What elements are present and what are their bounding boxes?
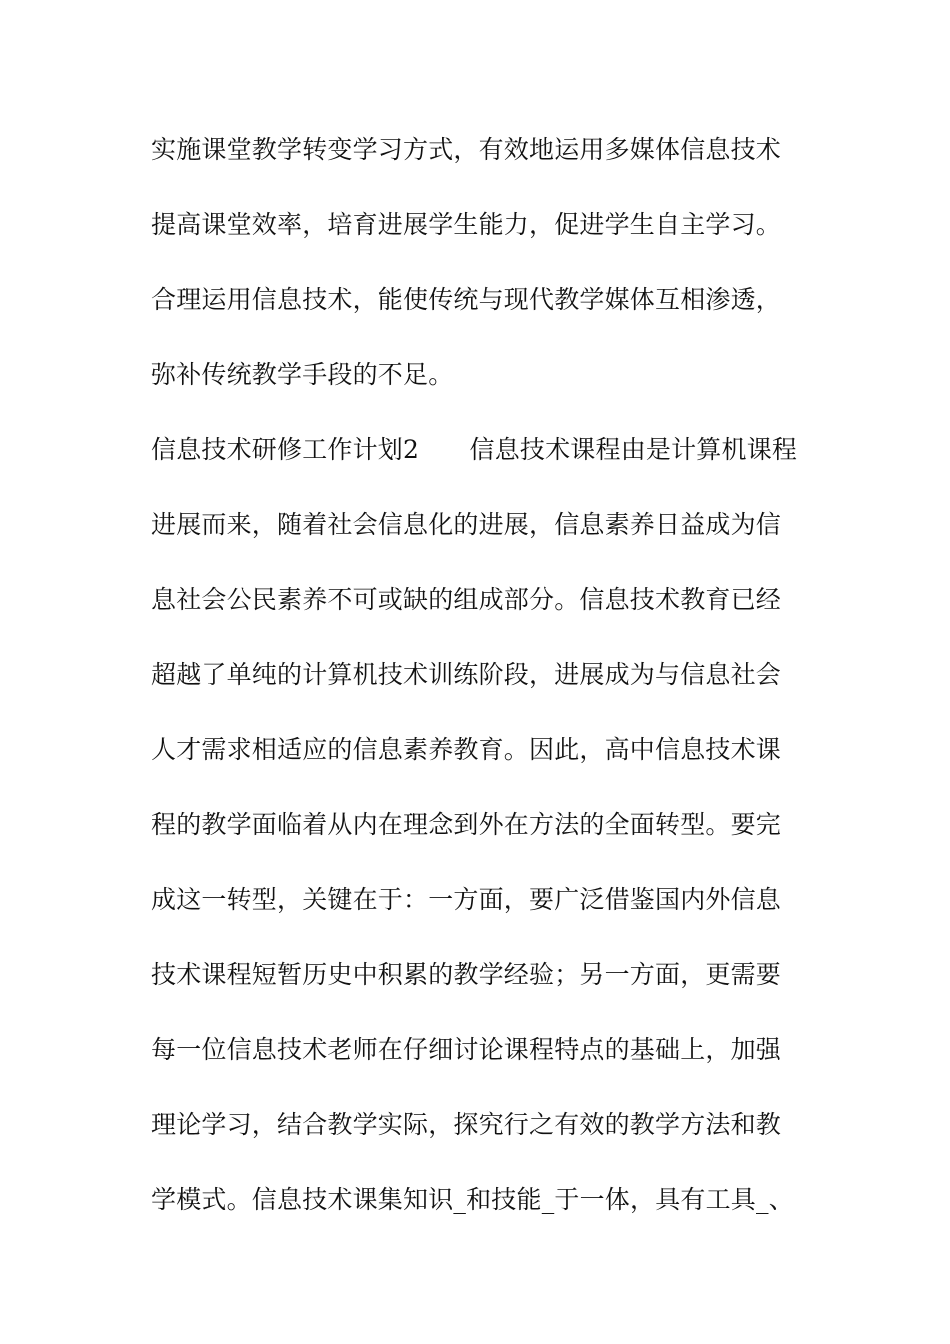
text-line: 程的教学面临着从内在理念到外在方法的全面转型。要完: [151, 810, 782, 839]
text-line: 进展而来，随着社会信息化的进展，信息素养日益成为信: [151, 510, 782, 539]
text-line: 弥补传统教学手段的不足。: [151, 360, 454, 389]
text-line: 合理运用信息技术，能使传统与现代教学媒体互相渗透，: [151, 285, 782, 314]
text-line: 每一位信息技术老师在仔细讨论课程特点的基础上，加强: [151, 1035, 782, 1064]
text-line: 技术课程短暂历史中积累的教学经验；另一方面，更需要: [151, 960, 782, 989]
text-line: 理论学习，结合教学实际，探究行之有效的教学方法和教: [151, 1110, 782, 1139]
text-line: 实施课堂教学转变学习方式，有效地运用多媒体信息技术: [151, 135, 782, 164]
text-line: 超越了单纯的计算机技术训练阶段，进展成为与信息社会: [151, 660, 782, 689]
text-line: 成这一转型，关键在于：一方面，要广泛借鉴国内外信息: [151, 885, 782, 914]
text-line: 学模式。信息技术课集知识_和技能_于一体，具有工具_、: [151, 1185, 794, 1214]
text-line: 人才需求相适应的信息素养教育。因此，高中信息技术课: [151, 735, 782, 764]
text-line: 提高课堂效率，培育进展学生能力，促进学生自主学习。: [151, 210, 782, 239]
section-heading-line: 信息技术研修工作计划2 信息技术课程由是计算机课程: [151, 435, 798, 464]
text-line: 息社会公民素养不可或缺的组成部分。信息技术教育已经: [151, 585, 782, 614]
